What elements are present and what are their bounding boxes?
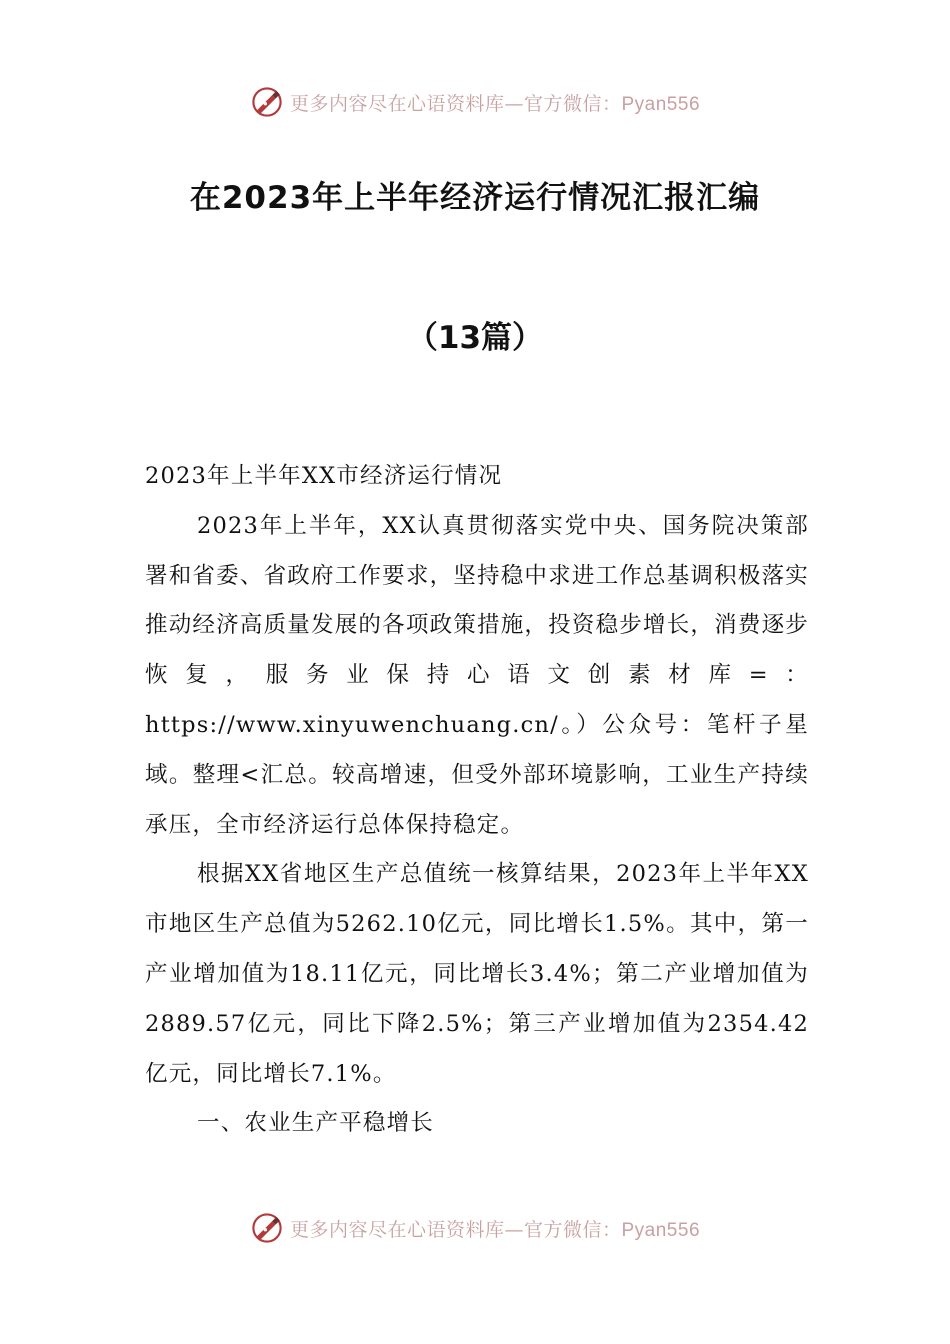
header-banner <box>0 82 950 122</box>
paragraph: 根据XX省地区生产总值统一核算结果，2023年上半年XX市地区生产总值为5262.10亿元，同比增长1.5%。其中，第一产业增加值为18.11亿元，同比增长3.4%；第二产业增加值为2889.57亿元，同比下降2.5%；第三产业增加值为2354.42亿元，同比增长7.1%。 <box>145 861 809 1087</box>
banner-text: 更多内容尽在心语资料库—官方微信：Pyan556 <box>289 92 701 115</box>
paragraph: 2023年上半年，XX认真贯彻落实党中央、国务院决策部署和省委、省政府工作要求，坚持稳中求进工作总基调积极落实推动经济高质量发展的各项政策措施，投资稳步增长，消费逐步恢复，服务业保持心语文创素材库=：https://www.xinyuwenchuang.cn/。）公众号：笔杆子星域。整理<汇总。较高增速，但受外部环境影响，工业生产持续承压，全市经济运行总体保持稳定。 <box>145 512 809 838</box>
footer-banner <box>0 1208 950 1248</box>
section-heading: 2023年上半年XX市经济运行情况 <box>145 463 503 489</box>
page-subtitle: （13篇） <box>406 320 544 356</box>
document-body <box>145 452 809 1149</box>
subsection-heading: 一、农业生产平稳增长 <box>197 1110 435 1137</box>
banner-account: Pyan556 <box>621 1219 701 1241</box>
pen-nib-logo-icon <box>250 1211 284 1245</box>
pen-nib-logo-icon <box>250 85 284 119</box>
page-title: 在2023年上半年经济运行情况汇报汇编 <box>189 180 761 216</box>
banner-account: Pyan556 <box>621 93 701 115</box>
banner-text: 更多内容尽在心语资料库—官方微信：Pyan556 <box>289 1218 701 1241</box>
